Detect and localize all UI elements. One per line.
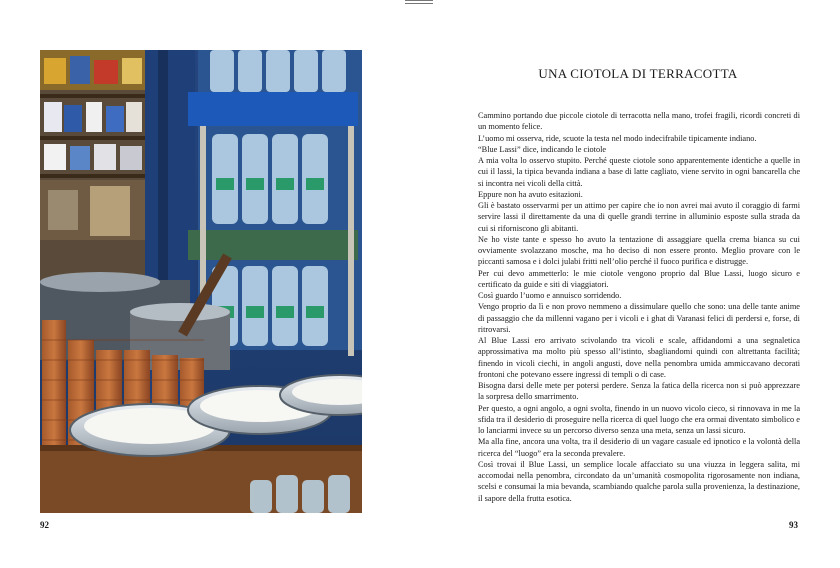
body-text [478, 110, 800, 504]
paragraph: Per cui devo ammetterlo: le mie ciotole vengono proprio dal Blue Lassi, luogo sicuro e certificato da guide e siti di viaggiatori. [478, 268, 800, 289]
paragraph: “Blue Lassi” dice, indicando le ciotole [478, 144, 607, 154]
top-crop-mark [405, 0, 433, 4]
paragraph: Ma alla fine, ancora una volta, tra il desiderio di un vagare casuale ed ipnotico e la volontà della ricerca del “luogo” era la seconda prevalere. [478, 437, 800, 458]
photo-illustration [40, 50, 362, 513]
chapter-title: UNA CIOTOLA DI TERRACOTTA [538, 66, 738, 81]
paragraph: Bisogna darsi delle mete per potersi perdere. Senza la fatica della ricerca non si può apprezzare la sorpresa dello smarrimento. [478, 381, 800, 402]
left-page-number: 92 [40, 520, 49, 530]
paragraph: Così guardo l’uomo e annuisco sorridendo. [478, 291, 622, 300]
paragraph: Vengo proprio da lì e non provo nemmeno a dissimulare quello che sono: una delle tante anime di passaggio che da millenni vagano per i vicoli e i ghat di Varanasi felici di perdersi e, forse, di ritrovarsi. [478, 302, 800, 334]
paragraph: A mia volta lo osservo stupito. Perché queste ciotole sono apparentemente identiche a quelle in cui il lassi, la tipica bevanda indiana a base di latte cagliato, viene servito in ogni bancarella che si incontra nei vicoli della città. [478, 156, 800, 188]
paragraph: Eppure non ha avuto esitazioni. [478, 189, 583, 199]
paragraph: L’uomo mi osserva, ride, scuote la testa nel modo indecifrabile tipicamente indiano. [478, 133, 757, 143]
paragraph: Al Blue Lassi ero arrivato scivolando tra vicoli e scale, affidandomi a una segnaletica approssimativa ma molto più spesso all’istinto, sbagliandomi quindi con altrettanta facilità; finendo in vicoli ciechi, in angoli angusti, dove nella penombra umida ammiccavano decorati frontoni che potevano essere ingressi di templi o di case. [478, 336, 800, 379]
paragraph: Gli è bastato osservarmi per un attimo per capire che io non avrei mai avuto il coraggio di farmi servire lassi il direttamente da una di quelle grandi terrine in alluminio esposte sulla strada da cui si riforniscono gli abitanti. [478, 201, 800, 233]
paragraph: Per questo, a ogni angolo, a ogni svolta, finendo in un nuovo vicolo cieco, si rinnovava in me la sfida tra il desiderio di proseguire nella ricerca di quel luogo che era ormai diventato simbolico e lo lanciarmi invece su un percorso diverso senza una meta, senza un lassi sicuro. [478, 403, 800, 435]
paragraph: Cammino portando due piccole ciotole di terracotta nella mano, trofei fragili, ricordi concreti di un momento felice. [478, 111, 800, 132]
paragraph: Ne ho viste tante e spesso ho avuto la tentazione di assaggiare quella crema bianca su cui ovviamente svolazzano mosche, ma ho deciso di non essere pronto. Meglio provare con le piccanti samosa e i dolci julabi fritti nell’olio perché il fuoco purifica e distrugge. [478, 234, 800, 267]
right-page-number: 93 [789, 520, 798, 530]
street-stall-photo [40, 50, 362, 513]
paragraph: Così trovai il Blue Lassi, un semplice locale affacciato su una viuzza in leggera salita, mi accomodai nella penombra, circondato da un’umanità cosmopolita rigorosamente non indiana, scelsi e consumai la mia bevanda, scambiando qualche parola sulla provenienza, la destinazione, il sapore della frutta esotica. [478, 459, 800, 503]
